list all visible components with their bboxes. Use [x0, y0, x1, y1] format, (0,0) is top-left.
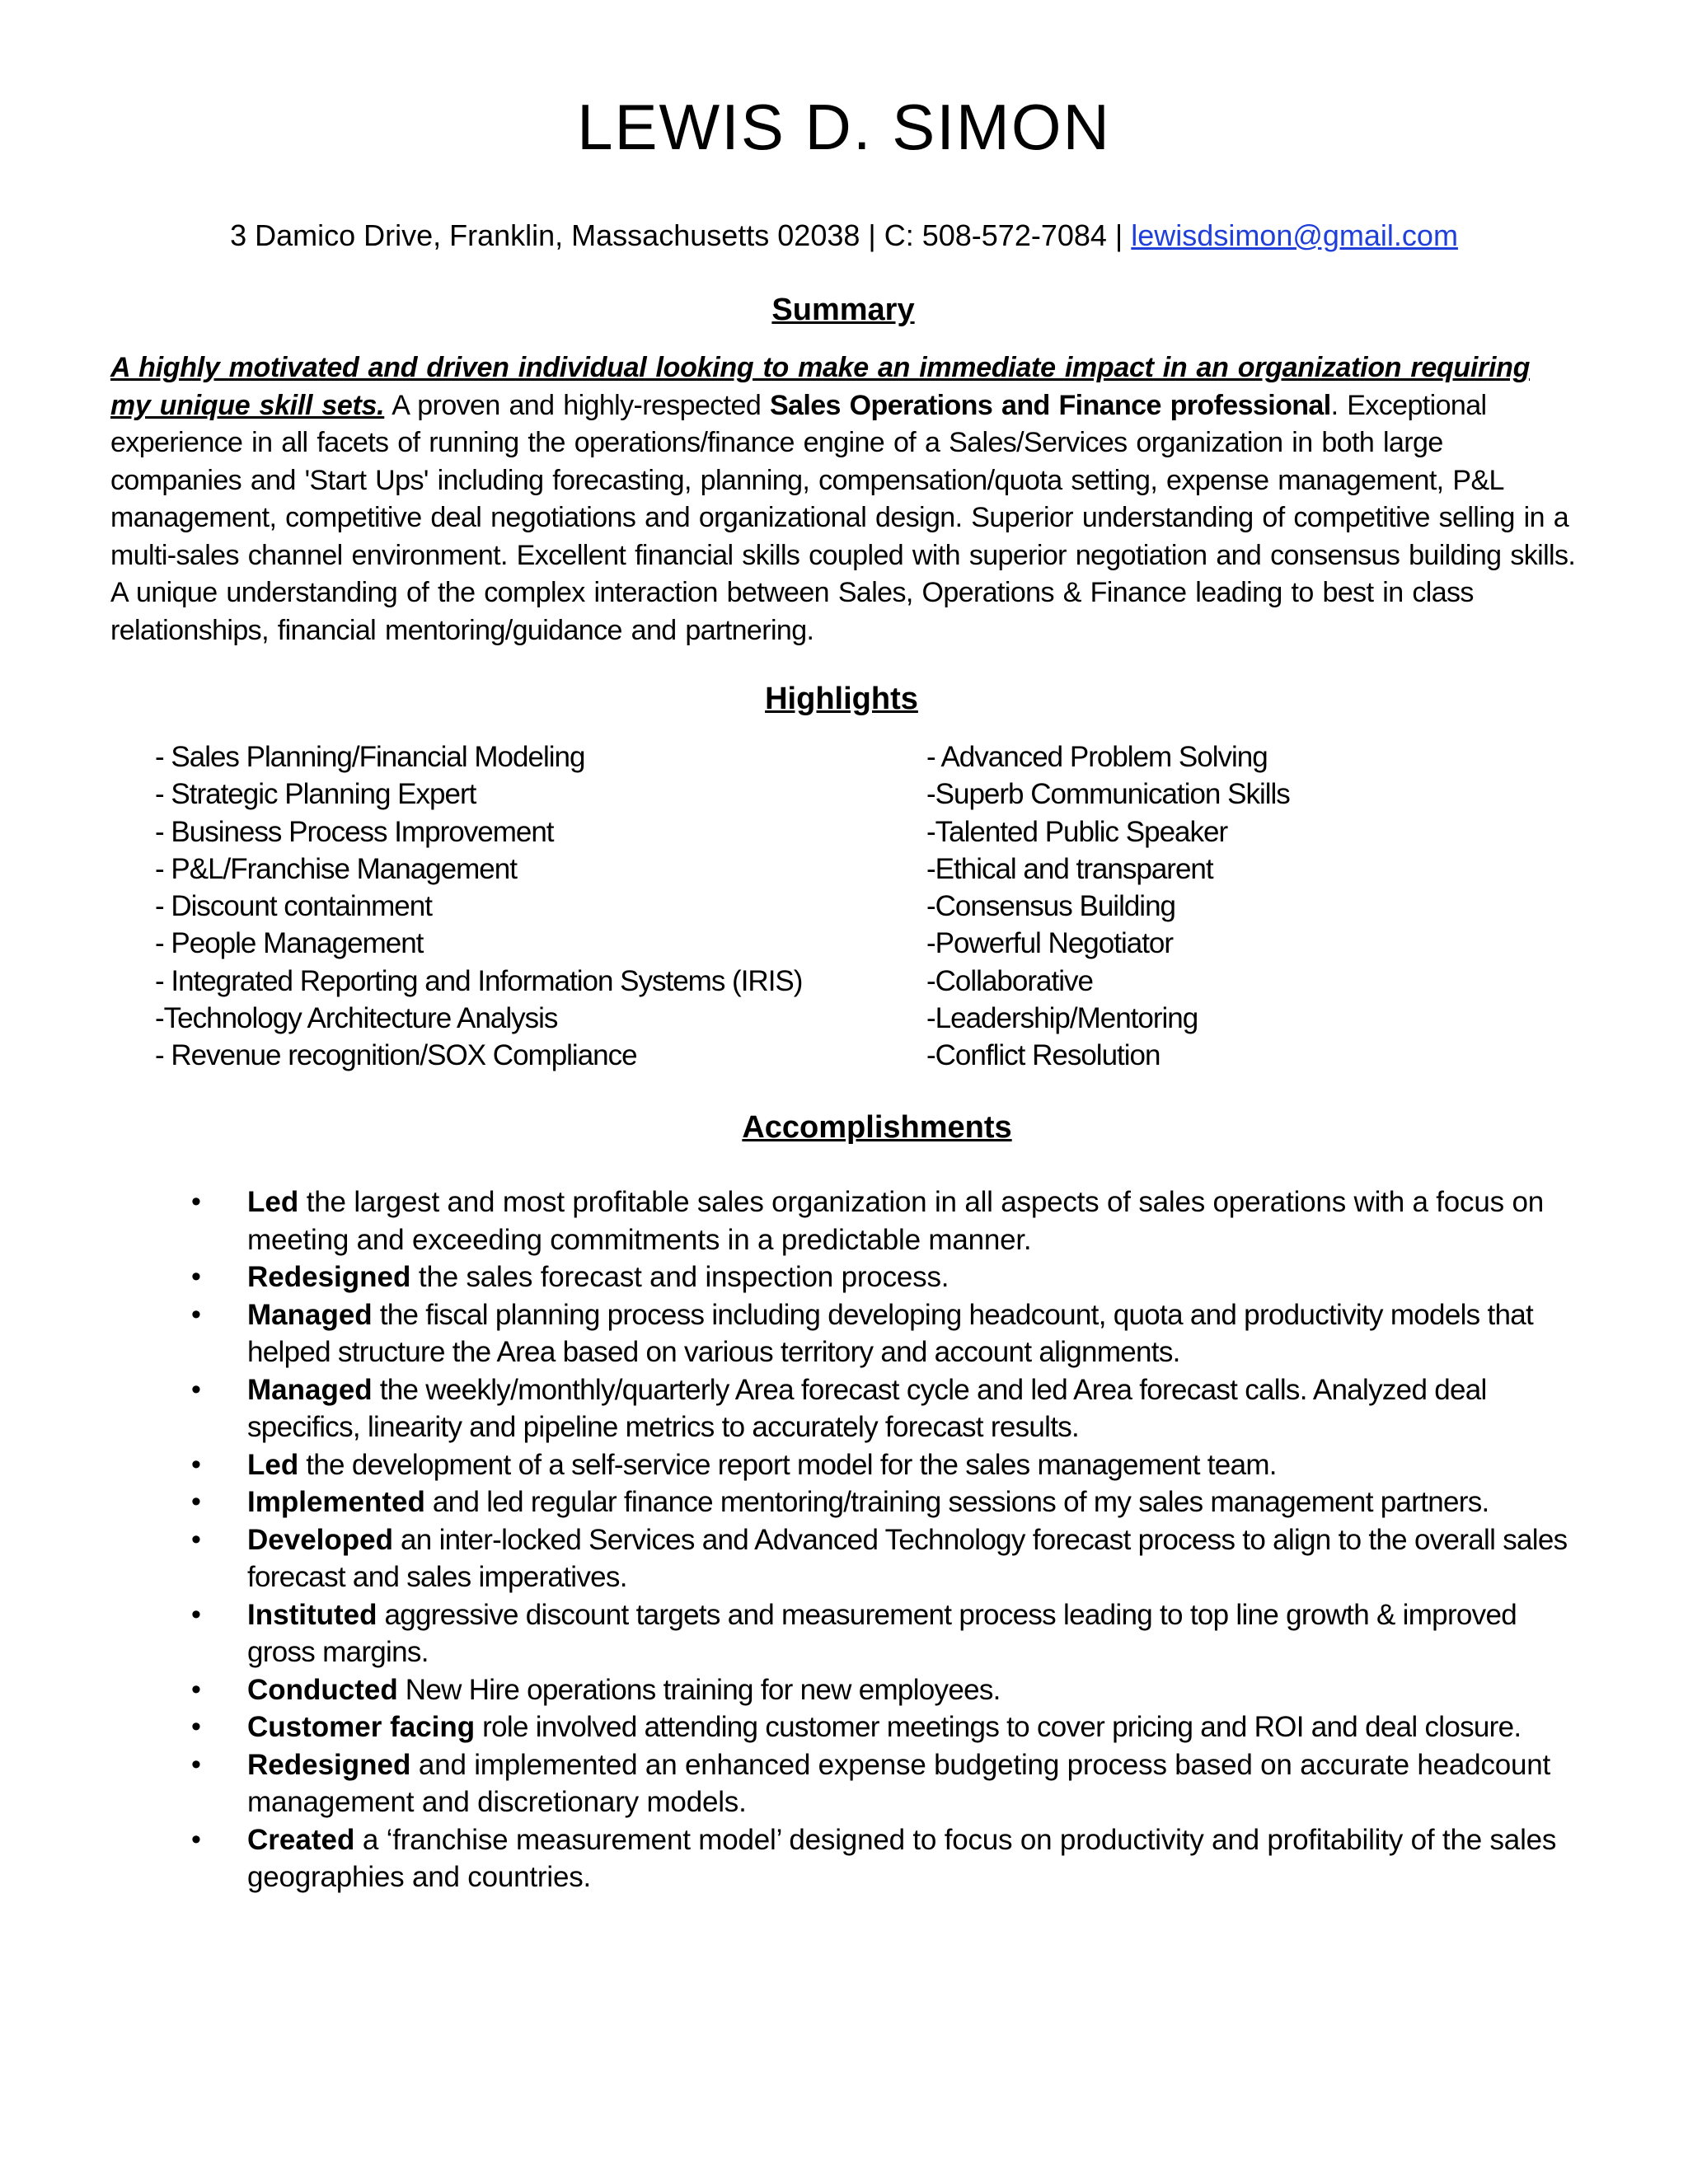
highlight-item: - Sales Planning/Financial Modeling — [155, 741, 585, 773]
accomplishment-item — [191, 1671, 1584, 1709]
highlight-item: - Discount containment — [155, 890, 432, 923]
accomplishment-item — [191, 1258, 1584, 1296]
accomplishment-item — [191, 1446, 1584, 1484]
bullet-icon: • — [191, 1598, 201, 1630]
summary-text-2: . Exceptional experience in all facets of running the operations/finance engine of a Sales/Services organization in both large companies and 'Start Ups' including forecasting, planning, compensation/quota setting, expense management, P&L management, competitive deal negotiations and organizational design. Superior understanding of competitive selling in a multi-sales channel environment. Excellent financial skills coupled with superior negotiation and consensus building skills. A unique understanding of the complex interaction between Sales, Operations & Finance leading to best in class relationships, financial mentoring/guidance and partnering. — [110, 389, 1576, 646]
accomplishment-text: an inter-locked Services and Advanced Technology forecast process to align to the overall sales forecast and sales imperatives. — [247, 1523, 1568, 1593]
accomplishment-item — [191, 1821, 1584, 1896]
highlight-item: -Ethical and transparent — [926, 852, 1213, 885]
accomplishment-item — [191, 1708, 1584, 1746]
bullet-icon: • — [191, 1448, 201, 1480]
accomplishment-text: the development of a self-service report model for the sales management team. — [298, 1448, 1277, 1481]
accomplishment-text: the largest and most profitable sales organization in all aspects of sales operations with a focus on meeting and exceeding commitments in a predictable manner. — [247, 1186, 1544, 1256]
accomplishment-verb: Implemented — [247, 1486, 425, 1518]
contact-details: 3 Damico Drive, Franklin, Massachusetts 02038 | C: 508-572-7084 | — [230, 218, 1132, 252]
accomplishment-item — [191, 1371, 1584, 1446]
highlight-item: -Technology Architecture Analysis — [155, 1002, 558, 1035]
accomplishment-verb: Managed — [247, 1373, 373, 1406]
bullet-icon: • — [191, 1523, 201, 1555]
accomplishment-verb: Instituted — [247, 1598, 377, 1631]
highlight-item: - Strategic Planning Expert — [155, 778, 476, 811]
accomplishment-verb: Conducted — [247, 1673, 398, 1706]
accomplishment-text: and led regular finance mentoring/training sessions of my sales management partners. — [424, 1486, 1489, 1518]
highlight-item: -Talented Public Speaker — [926, 815, 1228, 848]
candidate-name: LEWIS D. SIMON — [577, 91, 1111, 163]
summary-lead: A highly motivated and driven individual looking to make an immediate impact in an organization requiring my unique skill sets. — [110, 352, 1531, 421]
highlight-item: -Leadership/Mentoring — [926, 1002, 1198, 1035]
bullet-icon: • — [191, 1186, 201, 1217]
accomplishments-heading: Accomplishments — [742, 1110, 1012, 1145]
accomplishment-verb: Led — [247, 1448, 299, 1481]
accomplishment-item — [191, 1596, 1584, 1671]
accomplishment-text: and implemented an enhanced expense budgeting process based on accurate headcount management and discretionary models. — [247, 1748, 1551, 1818]
bullet-icon: • — [191, 1486, 201, 1517]
accomplishment-text: aggressive discount targets and measurement process leading to top line growth & improved gross margins. — [247, 1598, 1517, 1668]
highlight-item: - Revenue recognition/SOX Compliance — [155, 1039, 637, 1072]
highlight-item: - P&L/Franchise Management — [155, 852, 517, 885]
accomplishment-text: New Hire operations training for new employees. — [397, 1673, 1001, 1706]
summary-bold-phrase: Sales Operations and Finance professional — [769, 389, 1331, 421]
bullet-icon: • — [191, 1373, 201, 1405]
accomplishment-text: the fiscal planning process including developing headcount, quota and productivity models that helped structure the Area based on various territory and account alignments. — [247, 1298, 1534, 1368]
accomplishment-text: role involved attending customer meetings to cover pricing and ROI and deal closure. — [475, 1711, 1522, 1743]
bullet-icon: • — [191, 1748, 201, 1780]
accomplishment-verb: Redesigned — [247, 1261, 411, 1293]
highlights-left-column — [155, 738, 897, 1075]
accomplishment-text: the sales forecast and inspection process. — [410, 1261, 950, 1293]
bullet-icon: • — [191, 1711, 201, 1742]
accomplishment-item — [191, 1521, 1584, 1596]
bullet-icon: • — [191, 1823, 201, 1855]
highlight-item: -Consensus Building — [926, 890, 1176, 923]
highlights-grid — [155, 738, 1573, 1085]
accomplishment-text: the weekly/monthly/quarterly Area forecast cycle and led Area forecast calls. Analyzed deal specifics, linearity and pipeline metrics to accurately forecast results. — [247, 1373, 1487, 1443]
accomplishment-text: a ‘franchise measurement model’ designed to focus on productivity and profitability of the sales geographies and countries. — [247, 1823, 1557, 1893]
highlight-item: -Powerful Negotiator — [926, 927, 1174, 960]
bullet-icon: • — [191, 1298, 201, 1330]
contact-line — [0, 218, 1688, 253]
accomplishment-verb: Created — [247, 1823, 355, 1856]
highlight-item: - People Management — [155, 927, 424, 960]
accomplishments-list — [191, 1183, 1584, 1896]
highlights-heading: Highlights — [765, 682, 918, 716]
accomplishment-verb: Developed — [247, 1523, 393, 1556]
summary-paragraph — [110, 349, 1578, 649]
accomplishment-verb: Managed — [247, 1298, 373, 1331]
summary-heading: Summary — [771, 293, 915, 327]
accomplishment-item — [191, 1746, 1584, 1821]
accomplishment-verb: Led — [247, 1186, 299, 1218]
accomplishment-verb: Redesigned — [247, 1748, 411, 1781]
highlights-right-column — [926, 738, 1569, 1075]
accomplishment-item — [191, 1296, 1584, 1371]
accomplishment-verb: Customer facing — [247, 1711, 476, 1743]
highlight-item: - Advanced Problem Solving — [926, 741, 1268, 773]
highlight-item: - Business Process Improvement — [155, 815, 554, 848]
email-link[interactable]: lewisdsimon@gmail.com — [1131, 218, 1458, 252]
highlight-item: -Conflict Resolution — [926, 1039, 1160, 1072]
accomplishment-item — [191, 1183, 1584, 1258]
highlight-item: - Integrated Reporting and Information Systems (IRIS) — [155, 964, 803, 997]
bullet-icon: • — [191, 1673, 201, 1705]
highlight-item: -Collaborative — [926, 964, 1093, 997]
bullet-icon: • — [191, 1261, 201, 1292]
summary-text-1: A proven and highly-respected — [384, 389, 770, 421]
accomplishment-item — [191, 1483, 1584, 1521]
highlight-item: -Superb Communication Skills — [926, 778, 1290, 811]
